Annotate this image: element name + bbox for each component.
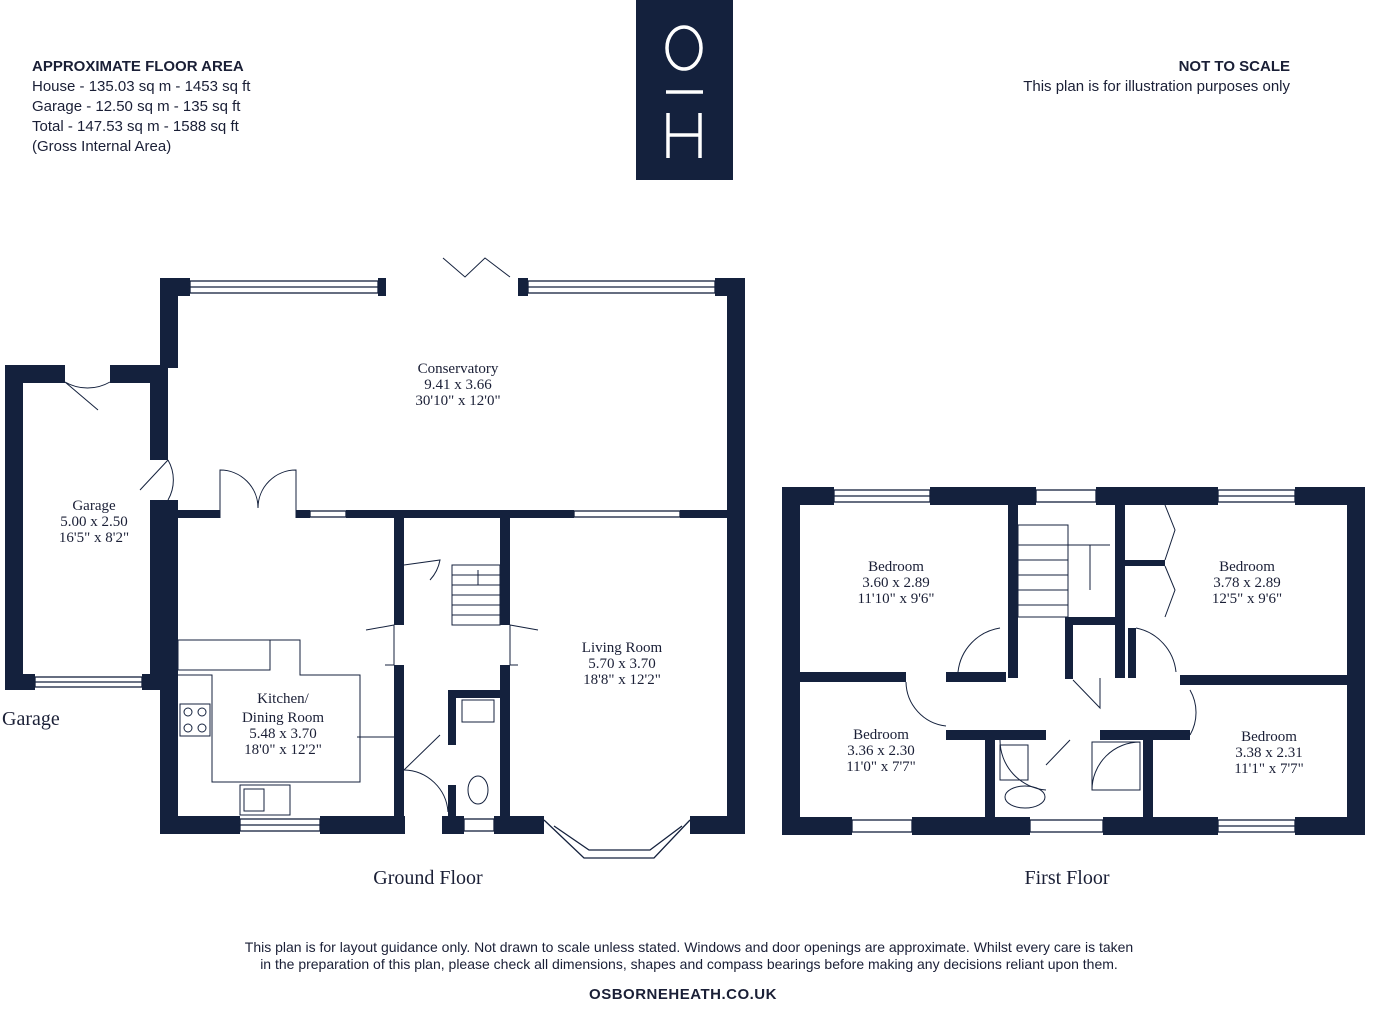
- ff-wall-top-2: [930, 487, 1036, 505]
- internal-wall-living-left-upper: [500, 515, 510, 625]
- garage-wall-left: [5, 365, 23, 690]
- window-kitchen-conservatory: [310, 511, 346, 517]
- first-floor-stairs: [1018, 525, 1068, 617]
- hall-angled-wall-left: [366, 625, 394, 665]
- disclaimer-line-1: This plan is for layout guidance only. Not drawn to scale unless stated. Windows and door openings are approximate. Whilst every care is taken: [244, 939, 1134, 955]
- bed1-metric: 3.60 x 2.89: [862, 575, 930, 591]
- bed1-name: Bedroom: [868, 559, 924, 575]
- windows: [35, 281, 1295, 858]
- bay-window-inner: [554, 826, 682, 850]
- ff-wall-left: [782, 487, 800, 835]
- ff-internal-bed1-bottom-right: [946, 672, 1006, 682]
- hall-door: [404, 560, 440, 580]
- floor-area-garage: Garage - 12.50 sq m - 135 sq ft: [32, 98, 241, 115]
- window-living-conservatory: [574, 511, 680, 517]
- kitchen-wall-bottom-left: [160, 816, 240, 834]
- bathroom-toilet: [1005, 786, 1045, 808]
- garage-door-top: [65, 382, 110, 410]
- kitchen-imperial: 18'0" x 12'2": [244, 742, 322, 758]
- window-bed3: [852, 820, 912, 832]
- wc-door: [404, 735, 448, 812]
- internal-wall-hall-left-lower: [394, 665, 404, 820]
- floor-area-house: House - 135.03 sq m - 1453 sq ft: [32, 78, 251, 95]
- ff-internal-cupboard-left: [1115, 500, 1125, 678]
- window-landing: [1036, 490, 1096, 502]
- ground-floor-label: Ground Floor: [373, 867, 483, 889]
- hob-ring-1: [184, 708, 192, 716]
- garage-outside-label: Garage: [2, 708, 60, 730]
- kitchen-metric: 5.48 x 3.70: [249, 726, 317, 742]
- bathroom-door-arc: [1000, 740, 1046, 790]
- first-floor-label: First Floor: [1024, 867, 1110, 889]
- garage-wall-top-left: [5, 365, 65, 383]
- hall-angled-wall-right: [510, 625, 538, 665]
- ff-internal-bed1-right: [1008, 500, 1018, 678]
- garage-name: Garage: [72, 498, 116, 514]
- bed2-door: [1136, 628, 1176, 672]
- conservatory-name: Conservatory: [417, 361, 499, 377]
- internal-wall-wc-left-lower: [448, 785, 456, 820]
- conservatory-imperial: 30'10" x 12'0": [415, 393, 501, 409]
- ff-internal-bed2-left-lower: [1128, 628, 1136, 678]
- bed3-imperial: 11'0" x 7'7": [846, 759, 916, 775]
- bed2-wardrobe-doors: [1165, 505, 1175, 617]
- ff-internal-cupboard-top: [1065, 617, 1125, 625]
- hob-ring-3: [184, 724, 192, 732]
- bed4-metric: 3.38 x 2.31: [1235, 745, 1303, 761]
- window-bathroom: [1030, 820, 1103, 832]
- conservatory-wall-pier-1: [378, 278, 386, 296]
- ff-wall-bottom-2: [912, 817, 1030, 835]
- floor-area-note: (Gross Internal Area): [32, 138, 172, 155]
- ff-internal-bed2-bottom: [1180, 675, 1355, 685]
- bed1-imperial: 11'10" x 9'6": [857, 591, 935, 607]
- kitchen-wall-bottom-right: [320, 816, 405, 834]
- bed4-door: [1190, 690, 1196, 735]
- ff-internal-bed1-bottom: [796, 672, 906, 682]
- bed3-metric: 3.36 x 2.30: [847, 743, 915, 759]
- kitchen-name-line1: Kitchen/: [257, 691, 309, 707]
- ff-wall-bottom-1: [782, 817, 852, 835]
- disclaimer: [0, 939, 1378, 973]
- internal-wall-kitchen-top-left: [178, 510, 220, 518]
- kitchen-name-line2: Dining Room: [241, 710, 325, 726]
- kitchen-hob: [180, 704, 210, 736]
- ff-internal-cupboard-side: [1065, 617, 1073, 679]
- wc-toilet: [468, 776, 488, 804]
- living-imperial: 18'8" x 12'2": [583, 672, 661, 688]
- bay-window-outer: [544, 820, 690, 858]
- bed4-imperial: 11'1" x 7'7": [1234, 761, 1304, 777]
- kitchen-counter-top: [178, 640, 270, 670]
- wc-basin: [462, 700, 494, 722]
- window-wc: [464, 819, 494, 831]
- conservatory-bifold-door: [443, 258, 510, 277]
- bed3-name: Bedroom: [853, 727, 909, 743]
- ff-wall-right: [1347, 487, 1365, 835]
- garage-door-side: [140, 460, 173, 500]
- living-metric: 5.70 x 3.70: [588, 656, 656, 672]
- bed2-imperial: 12'5" x 9'6": [1211, 591, 1283, 607]
- conservatory-wall-pier-2: [518, 278, 528, 296]
- scale-note-subtitle: This plan is for illustration purposes only: [1023, 78, 1290, 95]
- disclaimer-line-2: in the preparation of this plan, please check all dimensions, shapes and compass bearings before making any decisions reliant upon them.: [260, 956, 1118, 972]
- garage-wall-bottom-left: [5, 674, 35, 690]
- internal-wall-top-centre: [346, 510, 574, 518]
- internal-wall-kitchen-top-mid: [296, 510, 310, 518]
- internal-wall-wc-left: [448, 690, 456, 745]
- ff-internal-bath-right: [1143, 735, 1153, 825]
- bed2-name: Bedroom: [1219, 559, 1275, 575]
- ff-internal-bath-left: [985, 735, 995, 825]
- internal-wall-living-left-lower: [500, 665, 510, 820]
- conservatory-wall-top-left: [160, 278, 190, 296]
- house-wall-right: [727, 278, 745, 834]
- ff-wall-bottom-4: [1295, 817, 1365, 835]
- ff-internal-cupboard-shelf: [1125, 560, 1165, 566]
- bed1-door: [906, 682, 946, 726]
- floor-area-title: APPROXIMATE FLOOR AREA: [32, 58, 244, 75]
- ff-wall-bottom-3: [1103, 817, 1218, 835]
- ff-wall-top-3: [1096, 487, 1218, 505]
- ff-internal-landing-bottom: [946, 730, 1046, 740]
- bed4-name: Bedroom: [1241, 729, 1297, 745]
- kitchen-sink-bowl: [244, 789, 264, 811]
- bathroom-door-leaf: [1046, 740, 1070, 765]
- landing-door-arc: [958, 628, 1000, 672]
- garage-wall-right-upper: [150, 365, 168, 460]
- living-wall-bottom-right: [690, 816, 745, 834]
- kitchen-wall-left: [160, 500, 178, 834]
- internal-wall-living-top-right: [680, 510, 730, 518]
- scale-note-title: NOT TO SCALE: [1178, 58, 1290, 75]
- floor-area-total: Total - 147.53 sq m - 1588 sq ft: [32, 118, 239, 135]
- airing-cupboard-door: [1073, 678, 1100, 708]
- garage-imperial: 16'5" x 8'2": [58, 530, 130, 546]
- kitchen-double-doors: [220, 470, 296, 518]
- bed2-metric: 3.78 x 2.89: [1213, 575, 1281, 591]
- website-link[interactable]: OSBORNEHEATH.CO.UK: [589, 986, 777, 1003]
- walls: [5, 278, 1365, 835]
- hob-ring-2: [198, 708, 206, 716]
- garage-metric: 5.00 x 2.50: [60, 514, 128, 530]
- conservatory-metric: 9.41 x 3.66: [424, 377, 492, 393]
- hob-ring-4: [198, 724, 206, 732]
- bathroom-shower: [1092, 742, 1140, 790]
- internal-wall-hall-left-upper: [394, 515, 404, 625]
- living-name: Living Room: [581, 640, 663, 656]
